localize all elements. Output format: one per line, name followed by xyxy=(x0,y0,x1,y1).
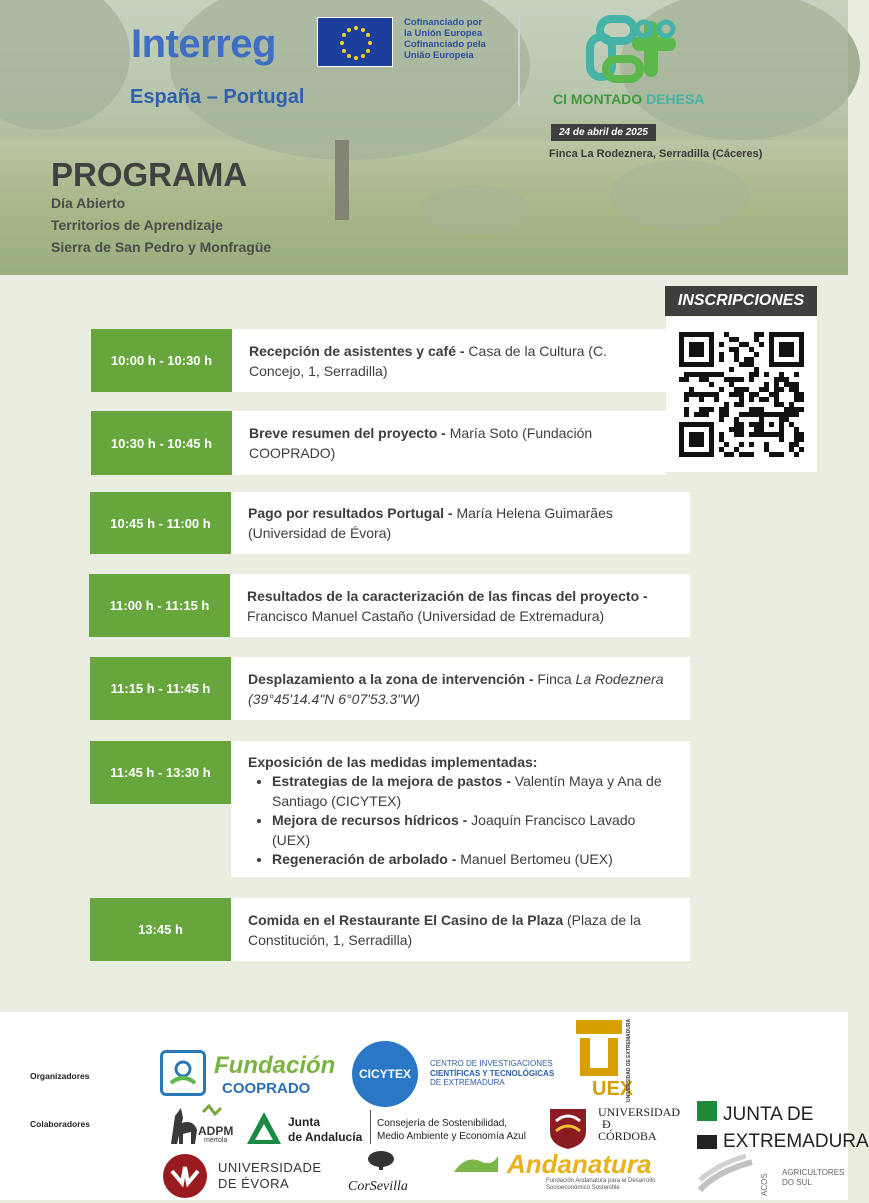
qr-code-icon[interactable] xyxy=(679,332,804,457)
interreg-logo: Interreg xyxy=(131,22,276,66)
junta-extremadura-flag-icon xyxy=(697,1135,717,1149)
andanatura-logo: Andanatura xyxy=(507,1149,652,1179)
header-divider xyxy=(518,16,520,106)
uevora-logo-icon xyxy=(160,1153,210,1199)
schedule-description: Exposición de las medidas implementadas: • Estrategias de la mejora de pastos - Valentín Maya y Ana de Santiago (CICYTEX) • Mejora de recursos hídricos - Joaquín Francisco Lavado (UEX) • Regeneración de arbolado - Manuel Bertomeu (UEX) xyxy=(231,741,690,877)
header-banner xyxy=(0,0,848,275)
measures-list xyxy=(248,772,674,870)
junta-andalucia-logo-icon xyxy=(245,1110,283,1148)
cooprado-logo: COOPRADO xyxy=(222,1080,311,1097)
consejeria-text: Consejería de Sostenibilidad, Medio Ambiente y Economía Azul xyxy=(377,1118,526,1142)
time-slot: 10:30 h - 10:45 h xyxy=(91,411,232,475)
schedule-description: Desplazamiento a la zona de intervención - Finca La Rodeznera (39°45'14.4"N 6°07'53.3"W) xyxy=(231,657,690,720)
list-item: • Estrategias de la mejora de pastos - Valentín Maya y Ana de Santiago (CICYTEX) xyxy=(272,772,674,811)
adpm-subtitle: mértola xyxy=(204,1137,228,1144)
subtitle-line: Sierra de San Pedro y Monfragüe xyxy=(51,239,272,255)
subtitle-line: Territorios de Aprendizaje xyxy=(51,217,223,233)
logo-divider xyxy=(370,1110,371,1144)
uex-logo: UEX xyxy=(592,1078,634,1100)
footer-logos xyxy=(0,1012,869,1200)
list-item: • Regeneración de arbolado - Manuel Bertomeu (UEX) xyxy=(272,850,674,870)
cooprado-logo: Fundación xyxy=(214,1052,336,1079)
andanatura-subtitle: Fundación Andanatura para el Desarrollo Socioeconómico Sostenible xyxy=(546,1178,656,1191)
schedule-description: Comida en el Restaurante El Casino de la Plaza (Plaza de la Constitución, 1, Serradilla) xyxy=(231,898,690,961)
list-item: • Mejora de recursos hídricos - Joaquín Francisco Lavado (UEX) xyxy=(272,811,674,850)
event-date: 24 de abril de 2025 xyxy=(551,124,656,141)
schedule-description: Recepción de asistentes y café - Casa de la Cultura (C. Concejo, 1, Serradilla) xyxy=(232,329,666,392)
acos-logo-icon xyxy=(696,1152,756,1198)
time-slot: 11:00 h - 11:15 h xyxy=(89,574,230,637)
schedule-description: Pago por resultados Portugal - María Helena Guimarães (Universidad de Évora) xyxy=(231,492,690,554)
corsevilla-logo-icon xyxy=(366,1150,396,1170)
schedule-description: Resultados de la caracterización de las fincas del proyecto - Francisco Manuel Castaño (Universidad de Extremadura) xyxy=(230,574,690,637)
eu-cofinance-text: Cofinanciado por la Unión Europea Cofinanciado pela União Europeia xyxy=(404,17,486,61)
junta-andalucia-logo: Junta xyxy=(288,1115,321,1129)
uevora-logo: DE ÉVORA xyxy=(218,1176,290,1191)
project-title: CI MONTADO DEHESA xyxy=(553,91,705,107)
event-location: Finca La Rodeznera, Serradilla (Cáceres) xyxy=(549,148,763,160)
cicytex-text: CENTRO DE INVESTIGACIONES CIENTÍFICAS Y TECNOLÓGICAS DE EXTREMADURA xyxy=(430,1059,555,1087)
junta-extremadura-logo: JUNTA DE xyxy=(723,1104,814,1125)
inscripciones-label: INSCRIPCIONES xyxy=(665,286,817,316)
junta-andalucia-logo: de Andalucía xyxy=(288,1130,363,1144)
junta-extremadura-flag-icon xyxy=(697,1101,717,1121)
time-slot: 13:45 h xyxy=(90,898,231,961)
collaborators-label: Colaboradores xyxy=(30,1119,90,1129)
time-slot: 10:00 h - 10:30 h xyxy=(91,329,232,392)
subtitle-line: Día Abierto xyxy=(51,195,126,211)
uex-vertical-text: UNIVERSIDAD DE EXTREMADURA xyxy=(626,1018,632,1102)
page-title: PROGRAMA xyxy=(51,156,248,193)
acos-text: AGRICULTORES DO SUL xyxy=(782,1168,845,1187)
corsevilla-logo: CorSevilla xyxy=(348,1179,408,1194)
region-label: España – Portugal xyxy=(130,86,305,108)
acos-logo: ACOS xyxy=(760,1173,769,1196)
ucordoba-logo-icon xyxy=(546,1105,590,1151)
organizers-label: Organizadores xyxy=(30,1071,90,1081)
time-slot: 11:45 h - 13:30 h xyxy=(90,741,231,804)
time-slot: 10:45 h - 11:00 h xyxy=(90,492,231,554)
andanatura-logo-icon xyxy=(452,1152,500,1176)
schedule-description: Breve resumen del proyecto - María Soto (Fundación COOPRADO) xyxy=(232,411,666,475)
eu-flag-icon xyxy=(317,17,393,67)
ucordoba-logo: UNIVERSIDAD Đ CÓRDOBA xyxy=(598,1105,680,1143)
cicytex-logo-icon: CICYTEX xyxy=(352,1041,418,1107)
uevora-logo: UNIVERSIDADE xyxy=(218,1160,322,1175)
cooprado-logo-icon xyxy=(160,1050,206,1096)
registration-qr-code[interactable] xyxy=(666,317,817,472)
adpm-logo: ADPM xyxy=(198,1124,234,1138)
time-slot: 11:15 h - 11:45 h xyxy=(90,657,231,720)
ci-montado-logo-icon xyxy=(586,15,682,85)
junta-extremadura-logo: EXTREMADURA xyxy=(723,1131,869,1152)
